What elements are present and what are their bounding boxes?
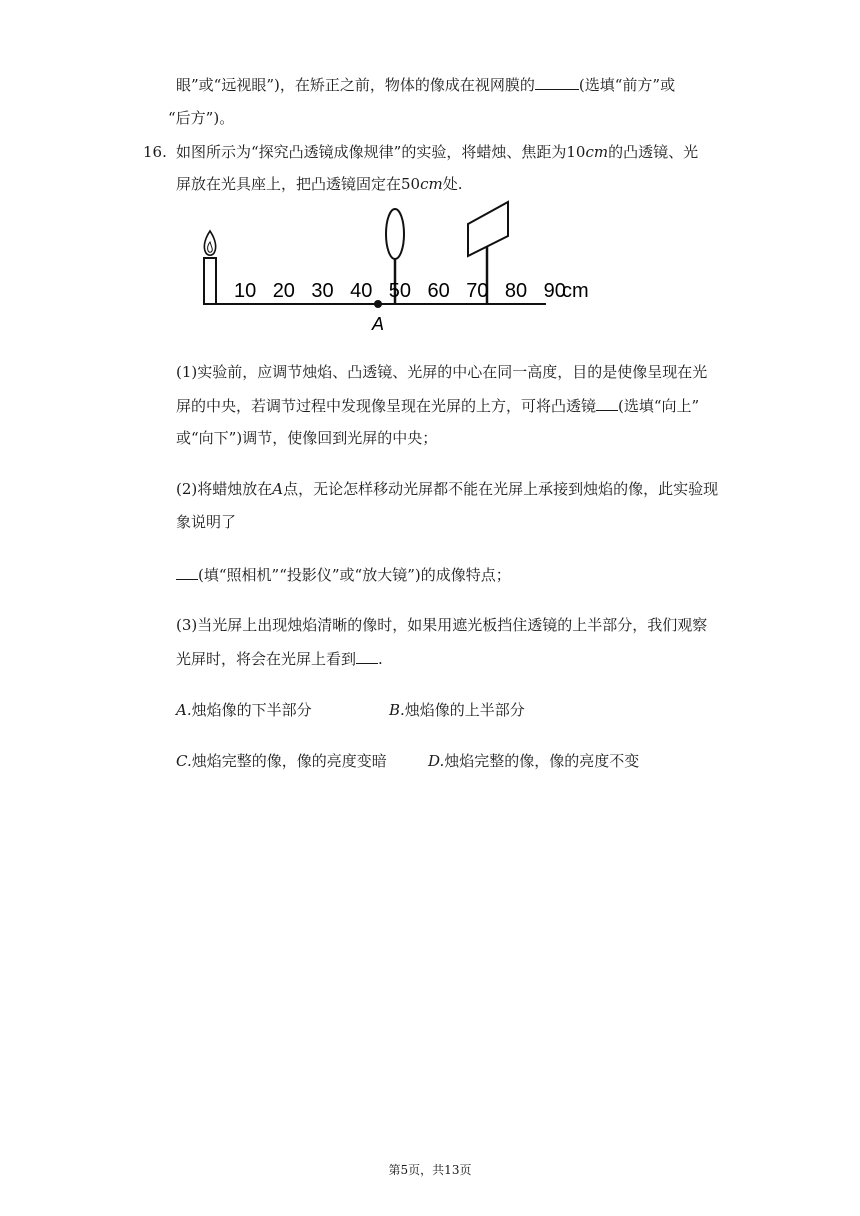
part1-line-1: (1)实验前，应调节烛焰、凸透镜、光屏的中心在同一高度，目的是使像呈现在光 <box>176 363 708 381</box>
question-stem-line-1 <box>176 142 698 162</box>
option-letter: C. <box>176 752 192 770</box>
part2-text: (填“照相机”“投影仪”或“放大镜”)的成像特点； <box>198 566 511 584</box>
scale-tick-labels <box>234 280 566 302</box>
part1-text: (选填“向上” <box>618 397 700 415</box>
part3-text: . <box>378 650 383 668</box>
part2-text: 点，无论怎样移动光屏都不能在光屏上承接到烛焰的像，此实验现 <box>283 480 719 498</box>
question-number: 16. <box>143 143 167 161</box>
answer-blank <box>176 564 198 580</box>
option-letter: A. <box>176 701 192 719</box>
part1-line-3: 或“向下”)调节，使像回到光屏的中央； <box>176 429 438 447</box>
option-a <box>176 700 312 720</box>
prev-question-text: 眼”或“远视眼”)，在矫正之前，物体的像成在视网膜的 <box>176 76 535 94</box>
point-a-ref: A <box>272 480 284 498</box>
part3-text: 光屏时，将会在光屏上看到 <box>176 650 357 668</box>
question-stem-line-2 <box>176 174 463 194</box>
part2-line-3 <box>176 564 511 585</box>
scale-tick-label: 10 <box>234 280 257 302</box>
part2-text: (2)将蜡烛放在 <box>176 480 273 498</box>
scale-tick-label: 30 <box>311 280 334 302</box>
stem-text: 的凸透镜、光 <box>608 143 699 161</box>
part2-line-1 <box>176 479 718 499</box>
option-text: 烛焰像的上半部分 <box>404 701 525 719</box>
point-a-marker <box>374 300 382 308</box>
scale-tick-label: 50 <box>388 280 412 302</box>
part1-line-2 <box>176 395 699 416</box>
part1-text: 屏的中央，若调节过程中发现像呈现在光屏的上方，可将凸透镜 <box>176 397 597 415</box>
page-footer: 第5页，共13页 <box>388 1163 472 1177</box>
stem-value: 10cm <box>566 143 609 161</box>
option-letter: D. <box>428 752 445 770</box>
option-letter: B. <box>389 701 405 719</box>
part3-line-2 <box>176 648 383 669</box>
option-d <box>428 751 639 771</box>
prev-question-line-1 <box>176 74 675 95</box>
answer-blank <box>356 648 378 664</box>
stem-text: 屏放在光具座上，把凸透镜固定在 <box>176 175 402 193</box>
scale-tick-label: 70 <box>466 280 489 302</box>
answer-blank <box>535 74 579 90</box>
scale-tick-label: 90 <box>543 280 566 302</box>
option-c <box>176 751 387 771</box>
stem-value: 50cm <box>401 175 443 193</box>
option-text: 烛焰像的下半部分 <box>191 701 312 719</box>
option-text: 烛焰完整的像，像的亮度不变 <box>444 752 640 770</box>
candle <box>204 258 216 304</box>
optical-bench-figure <box>190 198 610 336</box>
option-b <box>389 700 525 720</box>
scale-tick-label: 20 <box>272 280 295 302</box>
answer-blank <box>596 395 618 411</box>
option-text: 烛焰完整的像，像的亮度变暗 <box>191 752 387 770</box>
prev-question-text: “后方”)。 <box>168 109 235 127</box>
prev-question-text: (选填“前方”或 <box>578 76 676 94</box>
stem-text: 如图所示为“探究凸透镜成像规律”的实验，将蜡烛、焦距为 <box>176 143 567 161</box>
scale-tick-label: 40 <box>350 280 373 302</box>
scale-tick-label: 80 <box>504 280 528 302</box>
convex-lens <box>386 209 404 259</box>
point-a-label: A <box>372 314 385 334</box>
part3-line-1: (3)当光屏上出现烛焰清晰的像时，如果用遮光板挡住透镜的上半部分，我们观察 <box>176 616 708 634</box>
part2-line-2: 象说明了 <box>176 513 237 531</box>
scale-tick-label: 60 <box>427 280 450 302</box>
scale-unit-label: cm <box>562 280 589 302</box>
stem-text: 处. <box>442 175 463 193</box>
prev-question-line-2 <box>168 108 234 128</box>
